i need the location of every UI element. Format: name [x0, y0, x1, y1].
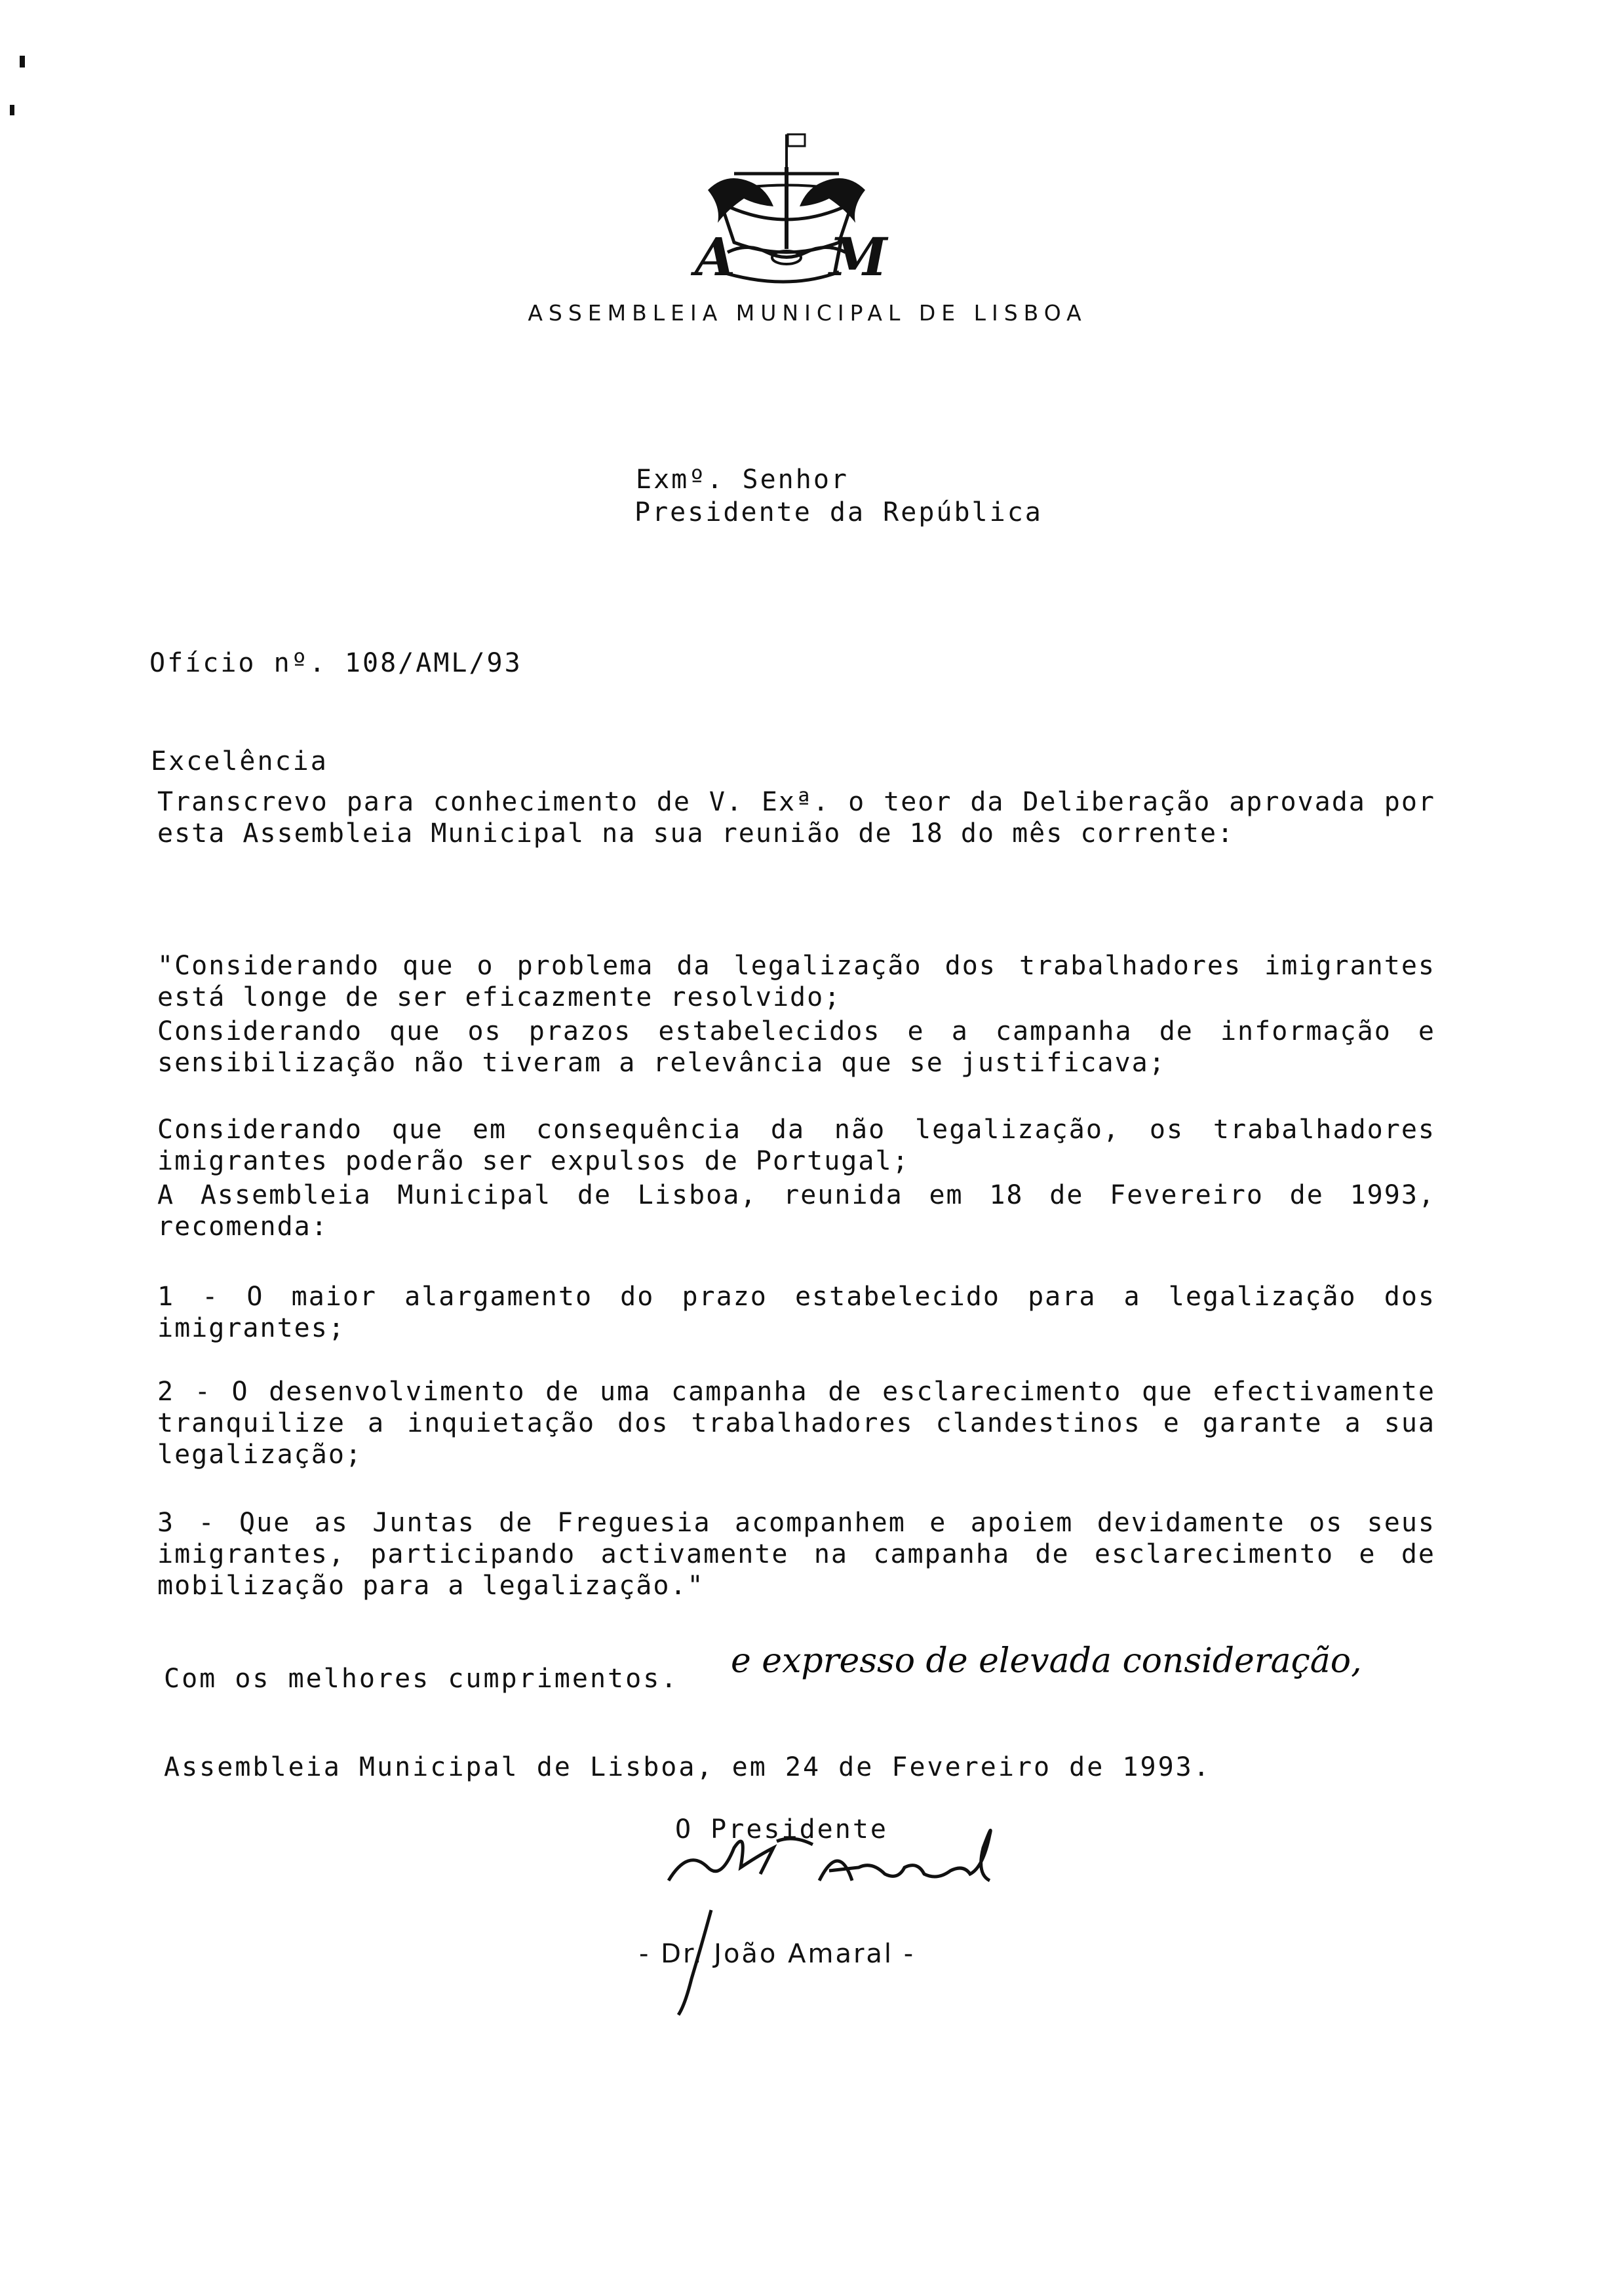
organization-name: ASSEMBLEIA MUNICIPAL DE LISBOA: [528, 300, 1087, 326]
svg-text:A: A: [695, 226, 736, 288]
preamble-resolution: A Assembleia Municipal de Lisboa, reunida em 18 de Fevereiro de 1993, recomenda:: [157, 1180, 1435, 1242]
preamble-considerando-2: Considerando que os prazos estabelecidos e a campanha de informação e sensibilização não tiveram a relevância que se justificava;: [157, 1016, 1435, 1078]
signatory-name: - Dr. João Amaral -: [639, 1939, 916, 1969]
preamble-considerando-3: Considerando que em consequência da não legalização, os trabalhadores imigrantes poderão ser expulsos de Portugal;: [157, 1115, 1435, 1176]
margin-mark: [20, 56, 25, 67]
intro-paragraph: Transcrevo para conhecimento de V. Exª. o teor da Deliberação aprovada por esta Assembleia Municipal na sua reunião de 18 do mês corrente:: [157, 787, 1435, 849]
place-date: Assembleia Municipal de Lisboa, em 24 de Fevereiro de 1993.: [164, 1752, 1211, 1782]
signatory-role: O Presidente: [675, 1814, 888, 1845]
recommendation-3: 3 - Que as Juntas de Freguesia acompanhem e apoiem devidamente os seus imigrantes, participando activamente na campanha de esclarecimento e de mobilização para a legalização.": [157, 1508, 1435, 1601]
recommendation-2: 2 - O desenvolvimento de uma campanha de esclarecimento que efectivamente tranquilize a inquietação dos trabalhadores clandestinos e garante a sua legalização;: [157, 1377, 1435, 1470]
reference-number: Ofício nº. 108/AML/93: [149, 648, 522, 678]
handwritten-signature: [662, 1808, 1003, 1900]
svg-text:M: M: [829, 226, 887, 288]
closing-handwritten: e expresso de elevada consideração,: [731, 1641, 1362, 1681]
preamble-considerando-1: "Considerando que o problema da legalização dos trabalhadores imigrantes está longe de ser eficazmente resolvido;: [157, 951, 1435, 1012]
closing-typed: Com os melhores cumprimentos.: [164, 1664, 679, 1694]
municipal-emblem-logo: [682, 128, 891, 292]
greeting: Excelência: [151, 746, 328, 776]
recommendation-1: 1 - O maior alargamento do prazo estabelecido para a legalização dos imigrantes;: [157, 1282, 1435, 1343]
margin-mark: [10, 105, 14, 115]
addressee-salutation: Exmº. Senhor: [636, 465, 849, 495]
addressee-title: Presidente da República: [634, 497, 1043, 527]
